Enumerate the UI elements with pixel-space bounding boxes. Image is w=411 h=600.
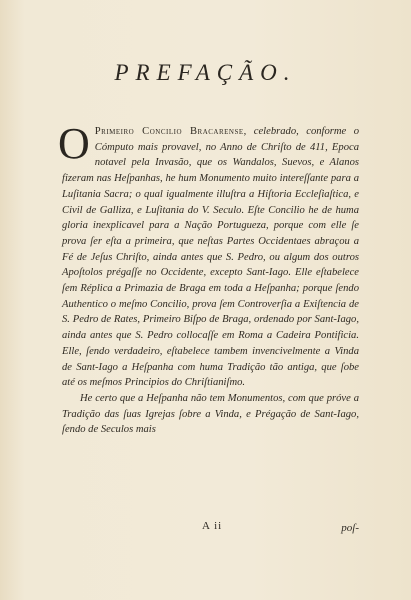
- page-footer: [62, 520, 359, 538]
- catchword: poſ-: [341, 522, 359, 534]
- paragraph-2: He certo que a Heſpanha não tem Monumentos, com que próve a Tradição das ſuas Igrejas ſobre a Vinda, e Prégação de Sant-Iago, ſendo de Seculos mais: [62, 392, 359, 436]
- preface-body: [58, 119, 360, 438]
- paragraph-1: [58, 119, 360, 391]
- page-title: PREFAÇÃO.: [114, 60, 297, 85]
- council-name: Primeiro Concilio Bracarense: [94, 126, 244, 137]
- paragraph-1-text: , celebrado, conforme o Cómputo mais provavel, no Anno de Chriſto de 411, Epoca notavel pela Invasão, que os Wandalos, Suevos, e Alanos fizeram nas Heſpanhas, he hum Monumento muito intereſſante para a Luſitania Sacra; o qual igualmente illuſtra a Hiſtoria Eccleſiaſtica, e Civil de Galliza, e Luſitania do V. Seculo. Eſte Concilio he de huma gloria inexplicavel para a Nação Portugueza, porque com elle ſe prova ſer eſta a primeira, que neſtas Partes Occidentaes abraçou a Fé de Jeſus Chriſto, ainda antes que S. Pedro, ou algum dos outros Apoſtolos prégaſſe no Occidente, excepto Sant-Iago. Elle eſtabelece ſem Réplica a Primazia de Braga em toda a Heſpanha; porque ſendo Authentico o meſmo Concilio, prova ſem Controverſia a Exiſtencia de S. Pedro de Rates, Primeiro Biſpo de Braga, ordenado por Sant-Iago, ainda antes que S. Pedro collocaſſe em Roma a Cadeira Pontificia. Elle, ſendo verdadeiro, eſtabelece tambem invencivelmente a Vinda de Sant-Iago a Heſpanha com huma Tradição tão antiga, que ſobe até os meſmos Principios do Chriſtianiſmo.: [62, 126, 360, 389]
- signature-mark: A ii: [202, 520, 223, 532]
- drop-cap: O: [58, 119, 90, 168]
